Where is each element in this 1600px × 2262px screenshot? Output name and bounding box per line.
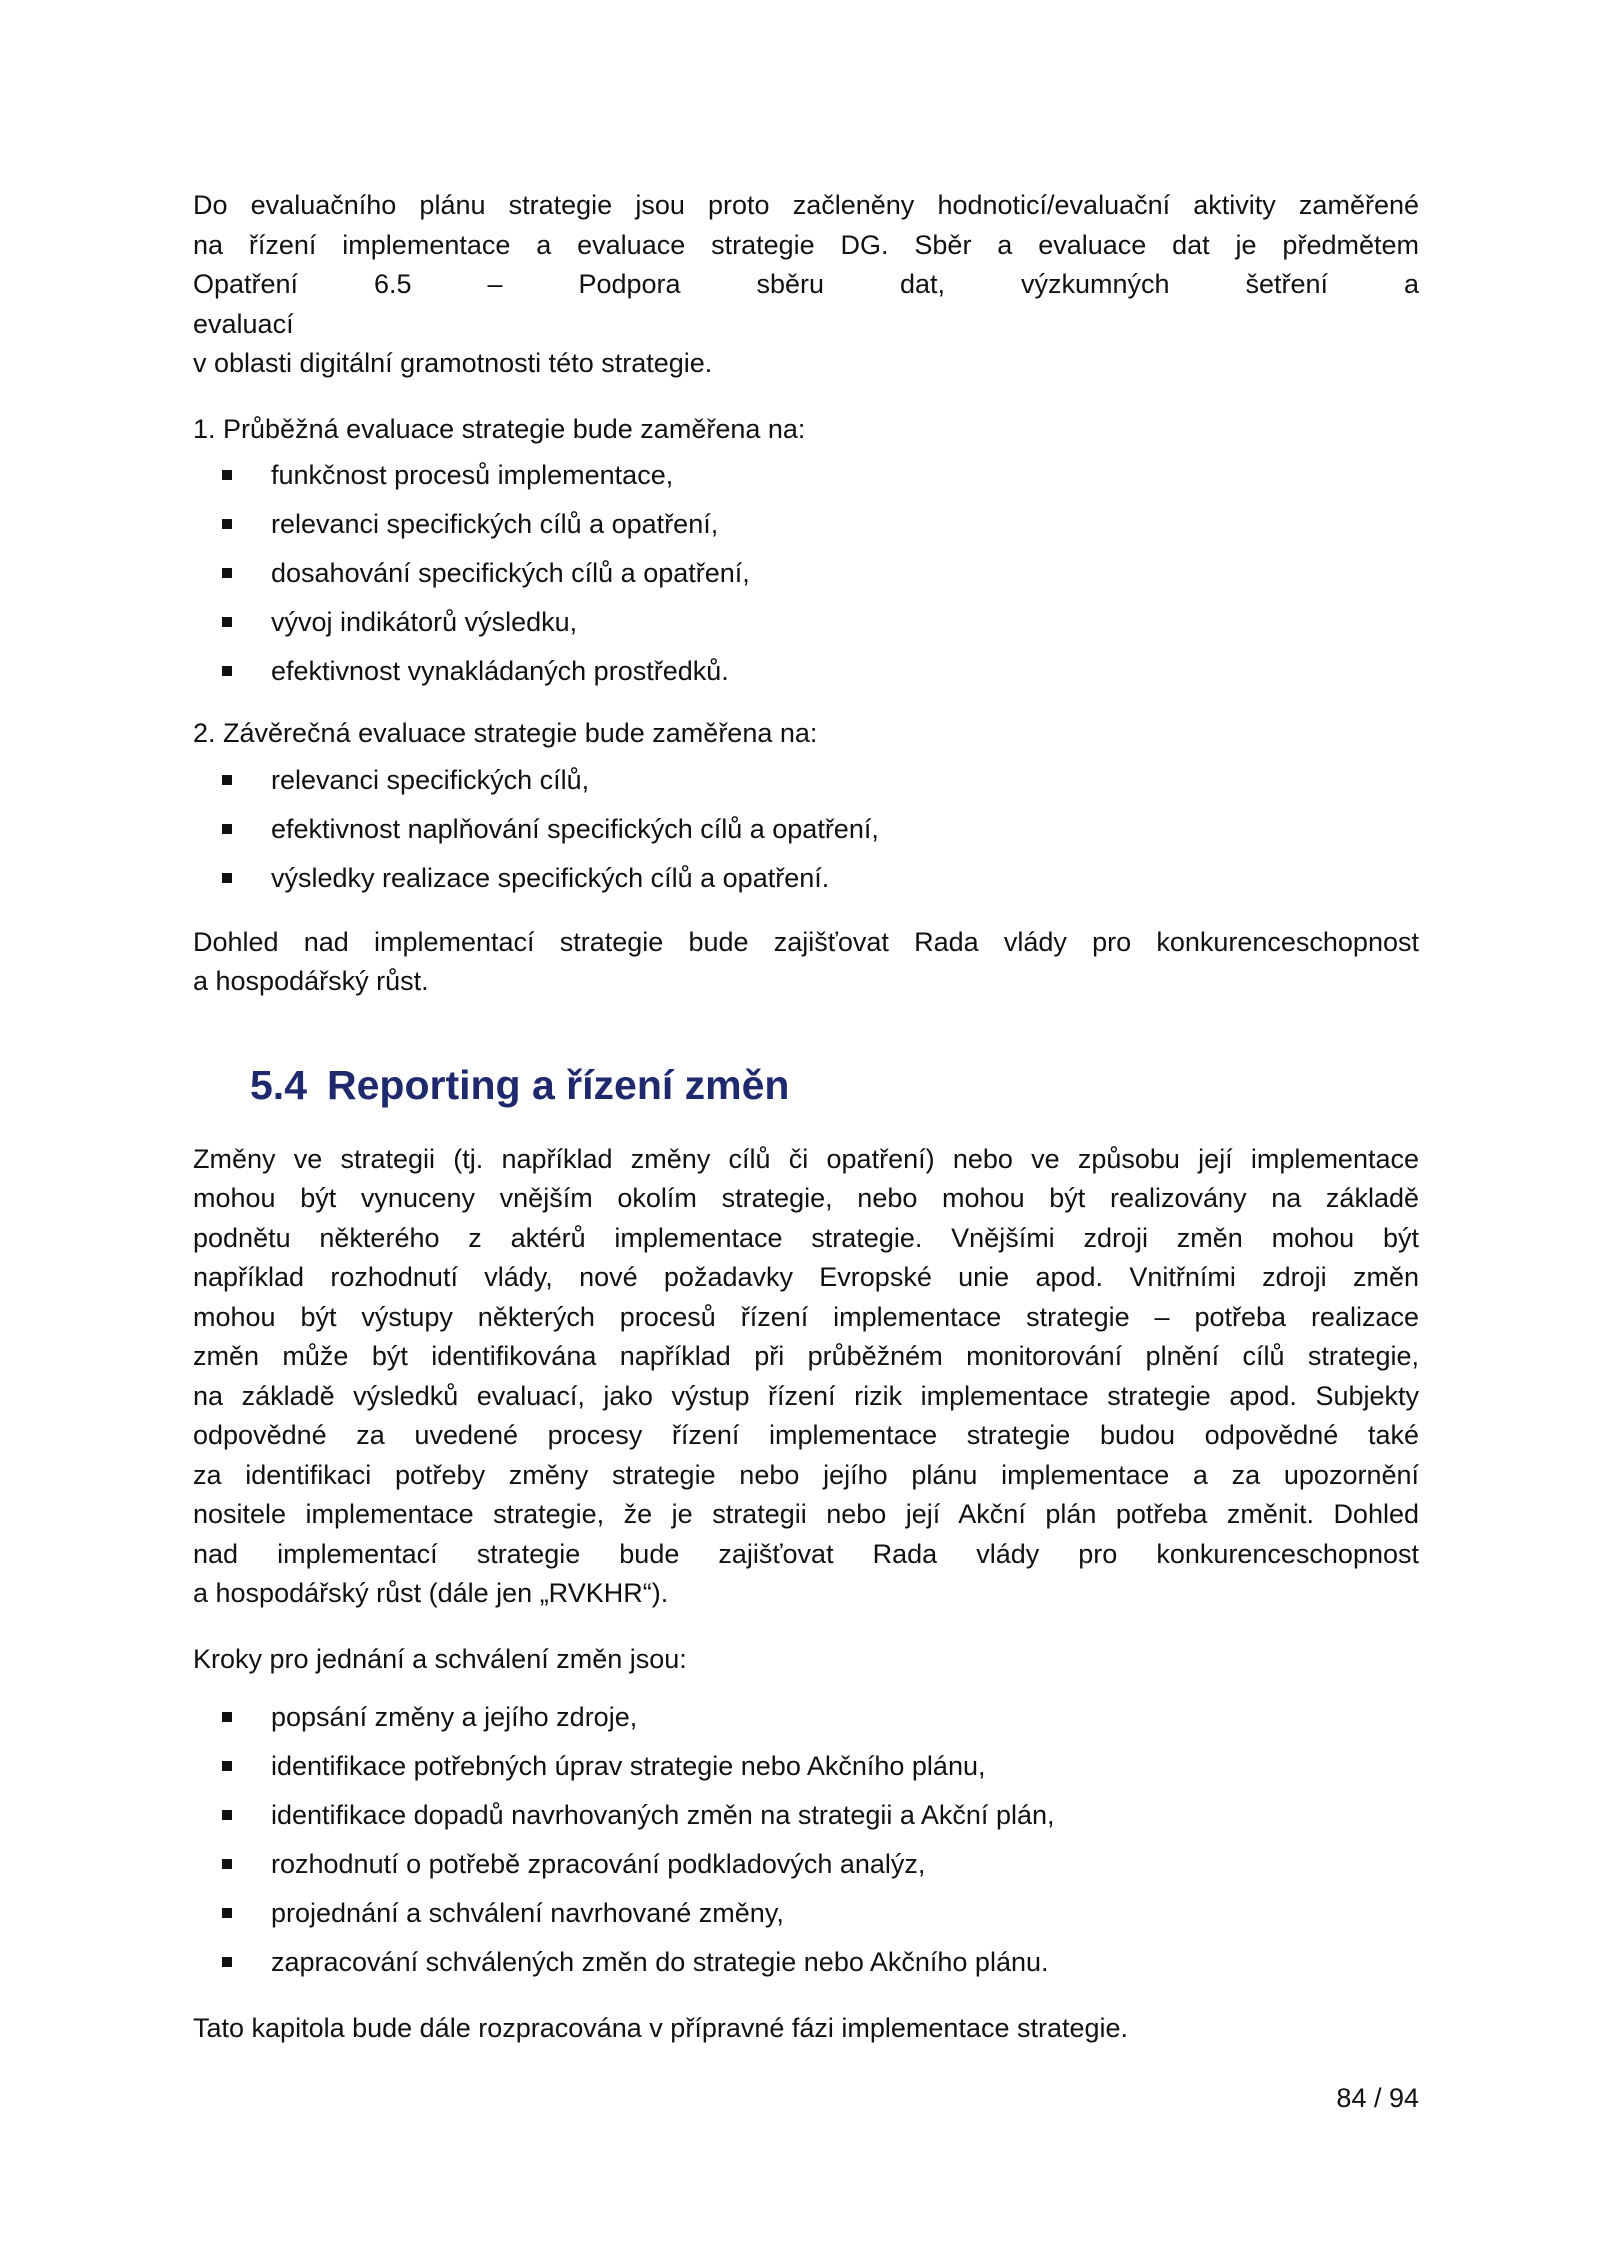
section-number: 5.4 (250, 1061, 307, 1108)
list-item: výsledky realizace specifických cílů a opatření. (193, 854, 1419, 903)
list-item: relevanci specifických cílů a opatření, (193, 500, 1419, 549)
changes-line: nositele implementace strategie, že je strategii nebo její Akční plán potřeba změnit. Dohled (193, 1499, 1419, 1529)
changes-line: nad implementací strategie bude zajišťovat Rada vlády pro konkurenceschopnost (193, 1538, 1419, 1569)
changes-line: mohou být výstupy některých procesů řízení implementace strategie – potřeba realizace (193, 1301, 1419, 1332)
bullet-icon (222, 1859, 232, 1869)
intro-line: v oblasti digitální gramotnosti této strategie. (193, 348, 713, 378)
list1-lead: 1. Průběžná evaluace strategie bude zaměřena na: (193, 413, 806, 444)
closing-paragraph: Tato kapitola bude dále rozpracována v přípravné fázi implementace strategie. (193, 2013, 1129, 2043)
bullet-icon (222, 519, 232, 529)
section-title: Reporting a řízení změn (327, 1061, 790, 1108)
bullet-icon (222, 1810, 232, 1820)
bullet-icon (222, 470, 232, 480)
changes-line: odpovědné za uvedené procesy řízení implementace strategie budou odpovědné také (193, 1420, 1419, 1450)
oversight-paragraph (193, 923, 1419, 1002)
changes-line: Změny ve strategii (tj. například změny cílů či opatření) nebo ve způsobu její implementace (193, 1143, 1419, 1174)
oversight-line: Dohled nad implementací strategie bude zajišťovat Rada vlády pro konkurenceschopnost (193, 926, 1419, 957)
document-page (193, 186, 1419, 2049)
bullet-icon (222, 568, 232, 578)
list-item: identifikace dopadů navrhovaných změn na strategii a Akční plán, (193, 1791, 1419, 1840)
changes-line: například rozhodnutí vlády, nové požadavky Evropské unie apod. Vnitřními zdroji změn (193, 1262, 1419, 1292)
list2 (193, 756, 1419, 903)
list-item: projednání a schválení navrhované změny, (193, 1889, 1419, 1938)
list-item: relevanci specifických cílů, (193, 756, 1419, 805)
changes-line: a hospodářský růst (dále jen „RVKHR“). (193, 1578, 669, 1608)
list-item: dosahování specifických cílů a opatření, (193, 549, 1419, 598)
list-item: funkčnost procesů implementace, (193, 451, 1419, 500)
changes-line: mohou být vynuceny vnějším okolím strategie, nebo mohou být realizovány na základě (193, 1183, 1419, 1213)
list-item: efektivnost vynakládaných prostředků. (193, 647, 1419, 696)
intro-line: na řízení implementace a evaluace strategie DG. Sběr a evaluace dat je předmětem (193, 229, 1419, 260)
list-item: zapracování schválených změn do strategie nebo Akčního plánu. (193, 1938, 1419, 1987)
bullet-icon (222, 666, 232, 676)
bullet-icon (222, 1712, 232, 1722)
intro-line: Opatření 6.5 – Podpora sběru dat, výzkumných šetření a evaluací (193, 269, 1419, 339)
section-heading (193, 1060, 1419, 1110)
bullet-icon (222, 1908, 232, 1918)
changes-line: za identifikaci potřeby změny strategie nebo jejího plánu implementace a za upozornění (193, 1459, 1419, 1490)
changes-line: na základě výsledků evaluací, jako výstup řízení rizik implementace strategie apod. Subjekty (193, 1380, 1419, 1411)
list-item: vývoj indikátorů výsledku, (193, 598, 1419, 647)
bullet-icon (222, 1957, 232, 1967)
oversight-line: a hospodářský růst. (193, 966, 429, 996)
steps-lead: Kroky pro jednání a schválení změn jsou: (193, 1643, 687, 1674)
changes-line: podnětu některého z aktérů implementace strategie. Vnějšími zdroji změn mohou být (193, 1222, 1419, 1253)
bullet-icon (222, 824, 232, 834)
bullet-icon (222, 775, 232, 785)
changes-line: změn může být identifikována například při průběžném monitorování plnění cílů strategie, (193, 1341, 1419, 1371)
changes-paragraph (193, 1140, 1419, 1614)
list1 (193, 451, 1419, 696)
list-item: efektivnost naplňování specifických cílů a opatření, (193, 805, 1419, 854)
bullet-icon (222, 617, 232, 627)
intro-line: Do evaluačního plánu strategie jsou proto začleněny hodnoticí/evaluační aktivity zaměřené (193, 190, 1419, 220)
list-item: popsání změny a jejího zdroje, (193, 1693, 1419, 1742)
list-item: identifikace potřebných úprav strategie nebo Akčního plánu, (193, 1742, 1419, 1791)
steps-list (193, 1693, 1419, 1987)
list2-lead: 2. Závěrečná evaluace strategie bude zaměřena na: (193, 718, 818, 748)
page-number: 84 / 94 (1336, 2083, 1419, 2113)
list-item: rozhodnutí o potřebě zpracování podkladových analýz, (193, 1840, 1419, 1889)
bullet-icon (222, 873, 232, 883)
intro-paragraph (193, 186, 1419, 384)
bullet-icon (222, 1761, 232, 1771)
